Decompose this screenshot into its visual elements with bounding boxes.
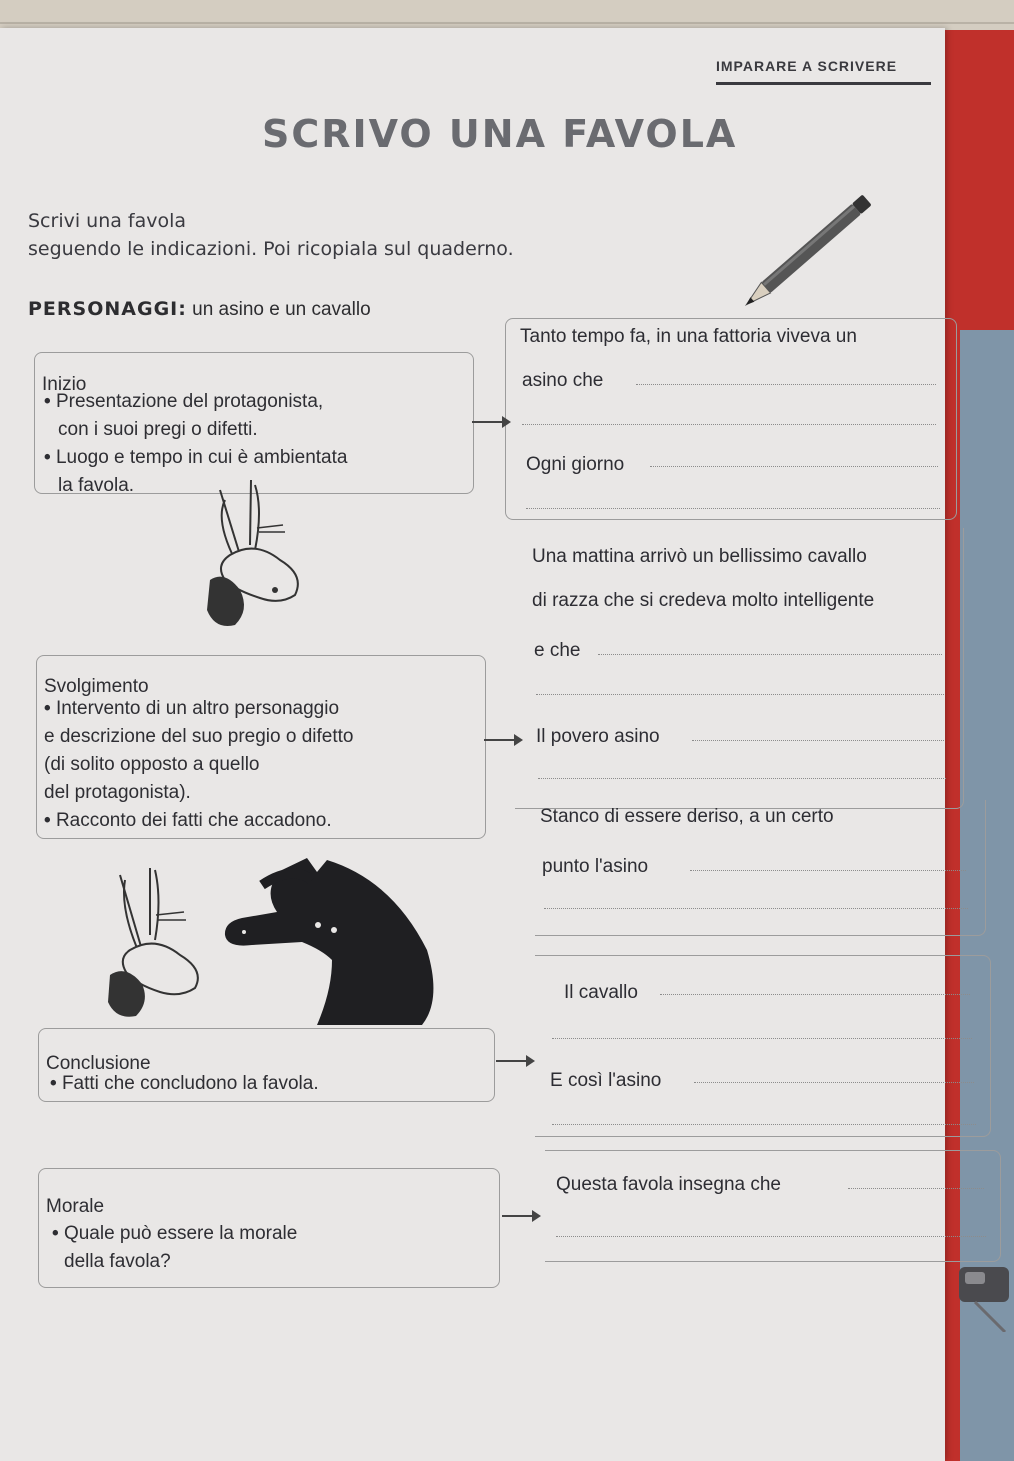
page-title: SCRIVO UNA FAVOLA xyxy=(262,112,738,156)
pencil-sharpener-icon xyxy=(955,1262,1014,1332)
writing-line[interactable] xyxy=(690,870,966,871)
characters-label: PERSONAGGI: xyxy=(28,298,187,320)
prompt-text: E così l'asino xyxy=(550,1070,662,1091)
writing-frame-1 xyxy=(505,318,957,520)
instruction-line-2: seguendo le indicazioni. Poi ricopiala sul quaderno. xyxy=(28,238,514,260)
prompt-text: punto l'asino xyxy=(542,856,649,877)
arrow-right-icon xyxy=(502,1208,542,1224)
conclusione-title: Conclusione xyxy=(46,1053,151,1074)
floor-tile-seam xyxy=(0,22,1014,24)
writing-line[interactable] xyxy=(552,1124,976,1125)
donkey-head-icon xyxy=(195,470,325,640)
kicker-underline xyxy=(716,82,931,85)
writing-line[interactable] xyxy=(522,424,936,425)
writing-line[interactable] xyxy=(598,654,942,655)
inizio-title: Inizio xyxy=(42,374,87,395)
pencil-icon xyxy=(730,170,900,320)
inizio-bullet-1: • Presentazione del protagonista, con i suoi pregi o difetti. • Luogo e tempo in cui è ambientata la favola. xyxy=(44,391,348,496)
prompt-text: Ogni giorno xyxy=(526,454,625,475)
writing-line[interactable] xyxy=(544,908,968,909)
prompt-text: asino che xyxy=(522,370,604,391)
writing-line[interactable] xyxy=(526,508,940,509)
donkey-head-icon xyxy=(100,860,220,1030)
writing-frame-2 xyxy=(515,528,964,809)
arrow-right-icon xyxy=(472,414,512,430)
arrow-right-icon xyxy=(484,732,524,748)
writing-line[interactable] xyxy=(552,1038,972,1039)
prompt-text: e che xyxy=(534,640,581,661)
prompt-text: di razza che si credeva molto intelligente xyxy=(532,590,875,611)
section-kicker: IMPARARE A SCRIVERE xyxy=(716,58,898,74)
writing-line[interactable] xyxy=(692,740,944,741)
writing-frame-5 xyxy=(545,1150,1001,1262)
prompt-text: Il povero asino xyxy=(536,726,660,747)
prompt-text: Stanco di essere deriso, a un certo xyxy=(540,806,834,827)
prompt-text: Il cavallo xyxy=(564,982,638,1003)
prompt-text: Tanto tempo fa, in una fattoria viveva un xyxy=(520,326,857,347)
svolgimento-bullets: • Intervento di un altro personaggio e descrizione del suo pregio o difetto (di solito opposto a quello del protagonista). • Racconto dei fatti che accadono. xyxy=(44,698,354,831)
arrow-right-icon xyxy=(496,1053,536,1069)
horse-head-icon xyxy=(222,850,442,1030)
writing-line[interactable] xyxy=(636,384,936,385)
instruction-line-1: Scrivi una favola xyxy=(28,210,187,232)
writing-line[interactable] xyxy=(538,778,946,779)
conclusione-bullet: • Fatti che concludono la favola. xyxy=(50,1073,319,1094)
prompt-text: Questa favola insegna che xyxy=(556,1174,781,1195)
writing-line[interactable] xyxy=(660,994,970,995)
writing-line[interactable] xyxy=(536,694,944,695)
writing-line[interactable] xyxy=(556,1236,986,1237)
writing-line[interactable] xyxy=(848,1188,984,1189)
characters-text: un asino e un cavallo xyxy=(186,299,371,320)
morale-title: Morale xyxy=(46,1196,105,1217)
writing-line[interactable] xyxy=(650,466,938,467)
svolgimento-title: Svolgimento xyxy=(44,676,149,697)
characters-line xyxy=(28,298,371,321)
prompt-text: Una mattina arrivò un bellissimo cavallo xyxy=(532,546,867,567)
morale-bullets: • Quale può essere la morale della favola? xyxy=(52,1223,298,1272)
writing-line[interactable] xyxy=(694,1082,974,1083)
